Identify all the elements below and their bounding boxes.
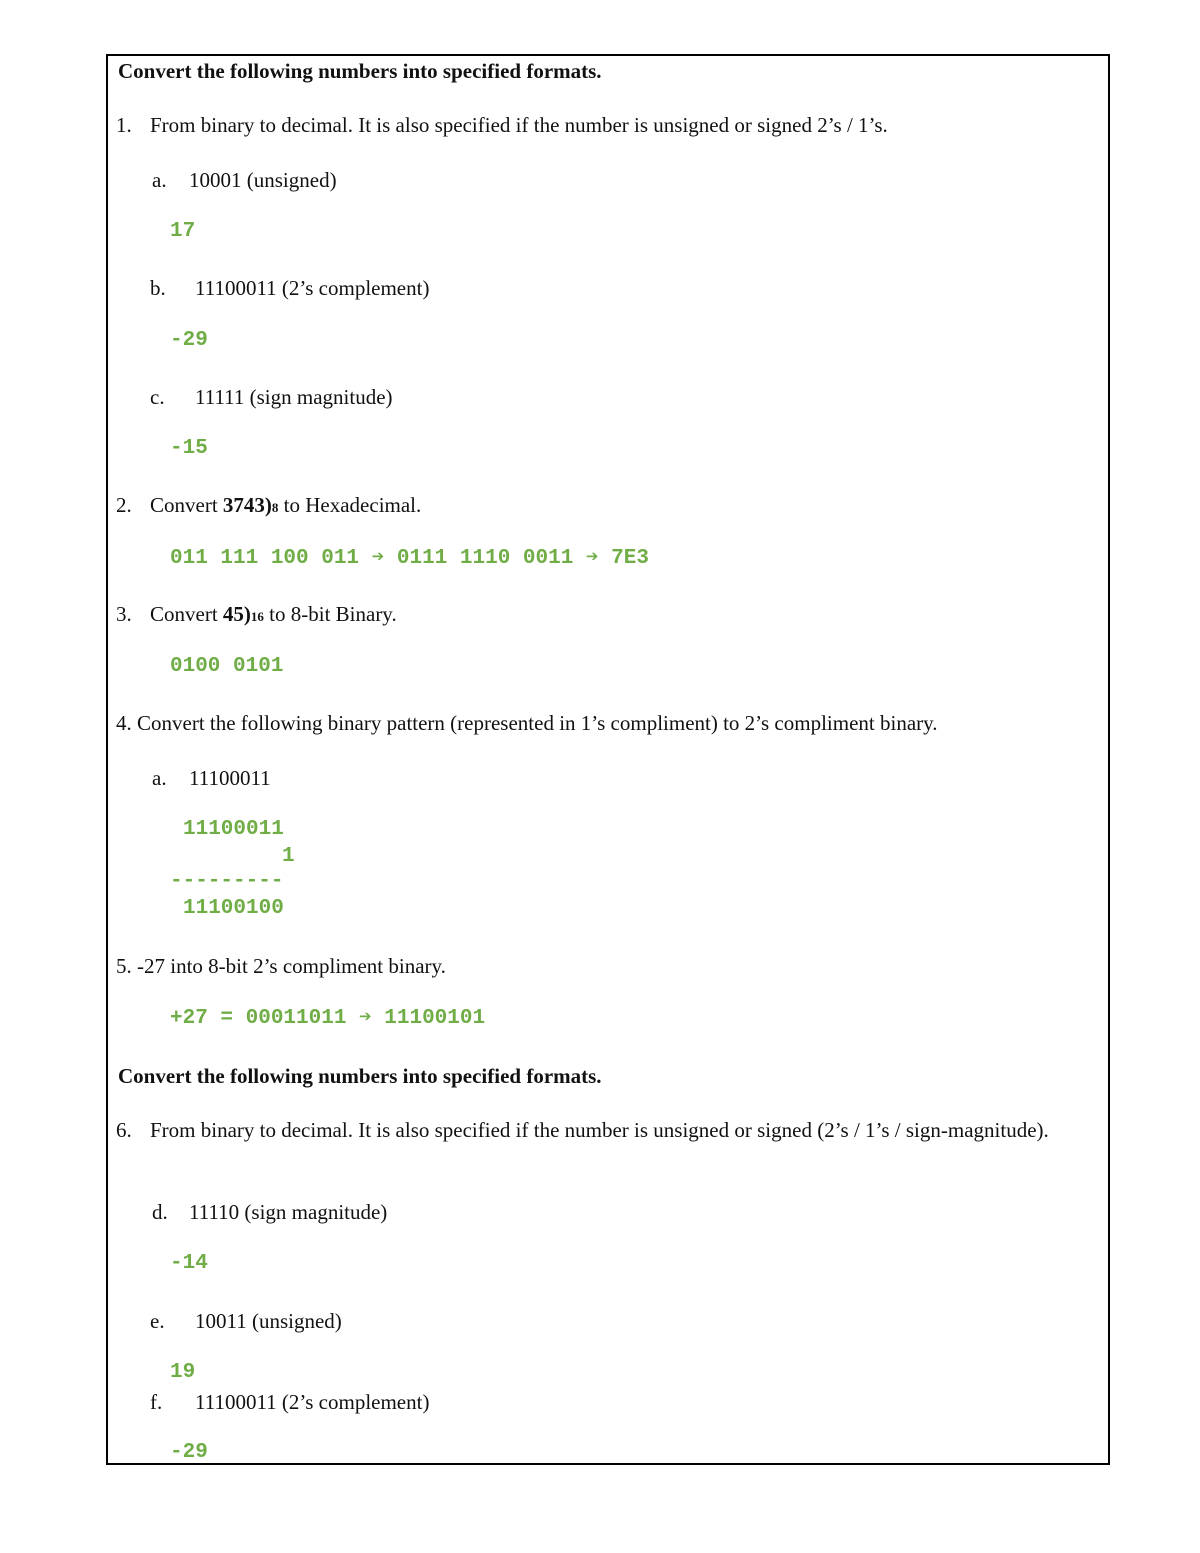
question-1-text: From binary to decimal. It is also specified if the number is unsigned or signed 2’s / 1’s. xyxy=(150,113,888,137)
answer-5: +27 = 00011011 ➔ 11100101 xyxy=(170,1007,486,1030)
work-line-1: 11100011 xyxy=(183,818,284,841)
answer-3: 0100 0101 xyxy=(170,655,284,678)
item-e-label: e. xyxy=(150,1309,165,1333)
question-3-text: Convert 45)16 to 8-bit Binary. xyxy=(150,602,397,626)
item-b-text: 11100011 (2’s complement) xyxy=(195,276,430,300)
item-a-label: a. xyxy=(152,168,167,192)
item-d-text: 11110 (sign magnitude) xyxy=(189,1200,388,1224)
section-heading: Convert the following numbers into specified formats. xyxy=(118,59,602,83)
work-line-2: 1 xyxy=(282,845,295,868)
item-4a-text: 11100011 xyxy=(189,766,271,790)
item-4a-label: a. xyxy=(152,766,167,790)
answer-2: 011 111 100 011 ➔ 0111 1110 0011 ➔ 7E3 xyxy=(170,547,649,570)
worksheet-frame xyxy=(106,54,1110,1465)
answer-6d: -14 xyxy=(170,1252,208,1275)
item-b-label: b. xyxy=(150,276,166,300)
answer-1a: 17 xyxy=(170,220,196,243)
item-d-label: d. xyxy=(152,1200,168,1224)
answer-6e: 19 xyxy=(170,1361,196,1384)
item-c-label: c. xyxy=(150,385,165,409)
answer-6f: -29 xyxy=(170,1441,208,1464)
question-2-text: Convert 3743)8 to Hexadecimal. xyxy=(150,493,422,517)
item-f-label: f. xyxy=(150,1390,163,1414)
question-1-number: 1. xyxy=(116,113,132,137)
question-4-text: 4. Convert the following binary pattern (represented in 1’s compliment) to 2’s compliment binary. xyxy=(116,711,938,735)
question-2-number: 2. xyxy=(116,493,132,517)
work-rule: --------- xyxy=(170,870,284,893)
question-6-text: From binary to decimal. It is also specified if the number is unsigned or signed (2’s / 1’s / sign-magnitude). xyxy=(150,1118,1049,1142)
answer-1c: -15 xyxy=(170,437,208,460)
item-e-text: 10011 (unsigned) xyxy=(195,1309,342,1333)
question-3-number: 3. xyxy=(116,602,132,626)
item-f-text: 11100011 (2’s complement) xyxy=(195,1390,430,1414)
question-5-text: 5. -27 into 8-bit 2’s compliment binary. xyxy=(116,954,446,978)
work-result: 11100100 xyxy=(183,897,284,920)
question-6-number: 6. xyxy=(116,1118,132,1142)
section-2-heading: Convert the following numbers into specified formats. xyxy=(118,1064,602,1088)
item-c-text: 11111 (sign magnitude) xyxy=(195,385,393,409)
item-a-text: 10001 (unsigned) xyxy=(189,168,337,192)
answer-1b: -29 xyxy=(170,329,208,352)
